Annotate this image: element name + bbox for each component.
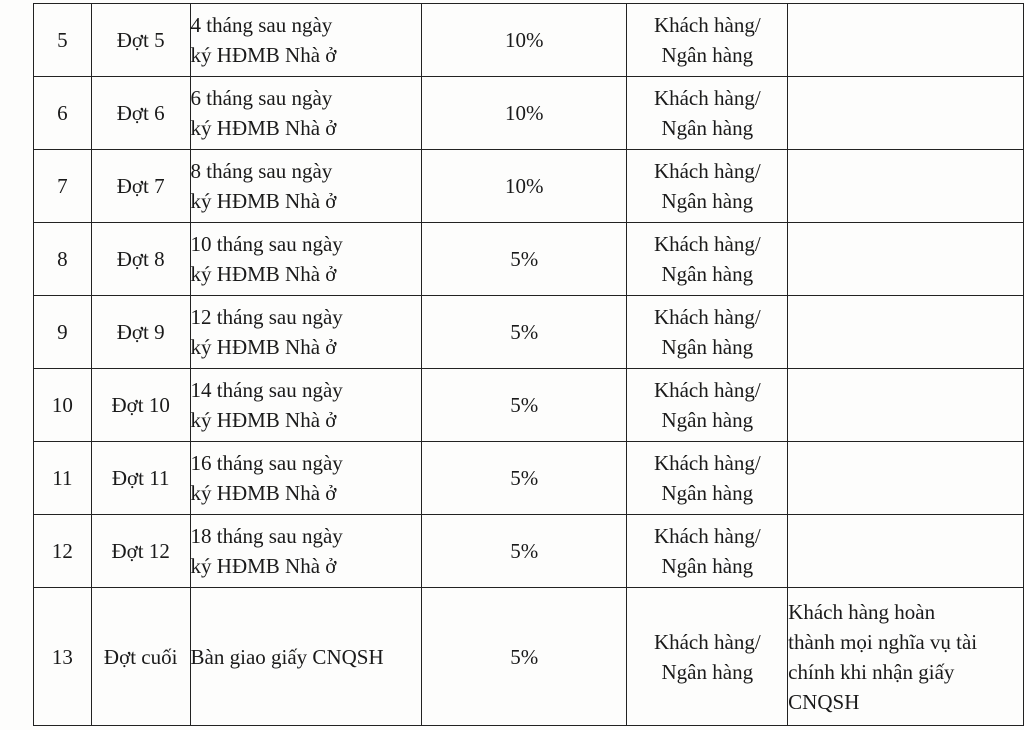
note xyxy=(788,588,1024,726)
payment-time-line: 16 tháng sau ngày xyxy=(190,451,343,475)
payer xyxy=(627,296,788,369)
table-row xyxy=(34,150,1024,223)
note xyxy=(788,77,1024,150)
table-row xyxy=(34,223,1024,296)
note xyxy=(788,369,1024,442)
payment-phase: Đợt 12 xyxy=(91,515,190,588)
table-row xyxy=(34,77,1024,150)
payer-line: Khách hàng/ xyxy=(653,524,761,548)
payer-line: Ngân hàng xyxy=(661,335,754,359)
payment-time-line: ký HĐMB Nhà ở xyxy=(190,116,337,140)
payer xyxy=(627,515,788,588)
payer-line: Khách hàng/ xyxy=(653,451,761,475)
table-row xyxy=(34,369,1024,442)
payer-line: Ngân hàng xyxy=(661,408,754,432)
payment-phase: Đợt cuối xyxy=(91,588,190,726)
row-number: 7 xyxy=(34,150,92,223)
payer xyxy=(627,150,788,223)
payment-phase: Đợt 9 xyxy=(91,296,190,369)
payment-time: Bàn giao giấy CNQSH xyxy=(190,588,422,726)
payment-percent: 5% xyxy=(422,442,627,515)
row-number: 5 xyxy=(34,4,92,77)
payer-line: Ngân hàng xyxy=(661,554,754,578)
row-number: 10 xyxy=(34,369,92,442)
row-number: 13 xyxy=(34,588,92,726)
payment-time xyxy=(190,4,422,77)
payer xyxy=(627,369,788,442)
payment-time-line: 10 tháng sau ngày xyxy=(190,232,343,256)
payer-line: Ngân hàng xyxy=(661,189,754,213)
payment-phase: Đợt 8 xyxy=(91,223,190,296)
payer-line: Ngân hàng xyxy=(661,262,754,286)
payment-time-line: ký HĐMB Nhà ở xyxy=(190,43,337,67)
payment-percent: 5% xyxy=(422,588,627,726)
payer xyxy=(627,4,788,77)
note xyxy=(788,515,1024,588)
note xyxy=(788,296,1024,369)
payer-line: Ngân hàng xyxy=(661,116,754,140)
note-line: chính khi nhận giấy xyxy=(788,659,955,684)
payment-time-line: 4 tháng sau ngày xyxy=(190,13,333,37)
payment-percent: 5% xyxy=(422,515,627,588)
note xyxy=(788,442,1024,515)
payment-time xyxy=(190,369,422,442)
payment-time-line: ký HĐMB Nhà ở xyxy=(190,408,337,432)
note-line: Khách hàng hoàn xyxy=(788,599,936,624)
row-number: 6 xyxy=(34,77,92,150)
payment-time xyxy=(190,442,422,515)
payment-percent: 10% xyxy=(422,150,627,223)
note xyxy=(788,4,1024,77)
payment-time-line: 8 tháng sau ngày xyxy=(190,159,333,183)
payer-line: Ngân hàng xyxy=(661,43,754,67)
table-row-final xyxy=(34,588,1024,726)
payer xyxy=(627,588,788,726)
payer xyxy=(627,223,788,296)
note xyxy=(788,223,1024,296)
payment-percent: 5% xyxy=(422,369,627,442)
payment-phase: Đợt 10 xyxy=(91,369,190,442)
payment-time-line: ký HĐMB Nhà ở xyxy=(190,189,337,213)
payment-phase: Đợt 11 xyxy=(91,442,190,515)
payer-line: Khách hàng/ xyxy=(653,13,761,37)
payment-time xyxy=(190,296,422,369)
table-row xyxy=(34,515,1024,588)
payment-time xyxy=(190,515,422,588)
note-line: CNQSH xyxy=(788,689,860,714)
payer-line: Khách hàng/ xyxy=(653,378,761,402)
payment-time xyxy=(190,77,422,150)
payer-line: Khách hàng/ xyxy=(653,305,761,329)
row-number: 11 xyxy=(34,442,92,515)
payer-line: Ngân hàng xyxy=(661,481,754,505)
row-number: 12 xyxy=(34,515,92,588)
payer xyxy=(627,442,788,515)
payment-time xyxy=(190,150,422,223)
payer xyxy=(627,77,788,150)
payment-time-line: 12 tháng sau ngày xyxy=(190,305,343,329)
payment-time-line: 14 tháng sau ngày xyxy=(190,378,343,402)
note xyxy=(788,150,1024,223)
payer-line: Khách hàng/ xyxy=(653,159,761,183)
payment-percent: 10% xyxy=(422,77,627,150)
note-line: thành mọi nghĩa vụ tài xyxy=(788,629,978,654)
payer-line: Khách hàng/ xyxy=(653,629,761,654)
payment-percent: 5% xyxy=(422,296,627,369)
payment-time-line: 18 tháng sau ngày xyxy=(190,524,343,548)
row-number: 8 xyxy=(34,223,92,296)
table-row xyxy=(34,296,1024,369)
row-number: 9 xyxy=(34,296,92,369)
payment-percent: 5% xyxy=(422,223,627,296)
payment-phase: Đợt 5 xyxy=(91,4,190,77)
payment-percent: 10% xyxy=(422,4,627,77)
payer-line: Khách hàng/ xyxy=(653,86,761,110)
payment-time-line: ký HĐMB Nhà ở xyxy=(190,554,337,578)
table-row xyxy=(34,4,1024,77)
payment-schedule-table xyxy=(33,3,1024,726)
payment-time xyxy=(190,223,422,296)
payment-time-line: 6 tháng sau ngày xyxy=(190,86,333,110)
payer-line: Ngân hàng xyxy=(661,659,754,684)
payment-time-line: ký HĐMB Nhà ở xyxy=(190,335,337,359)
payment-phase: Đợt 7 xyxy=(91,150,190,223)
table-row xyxy=(34,442,1024,515)
payment-phase: Đợt 6 xyxy=(91,77,190,150)
payment-time-line: ký HĐMB Nhà ở xyxy=(190,481,337,505)
payer-line: Khách hàng/ xyxy=(653,232,761,256)
payment-time-line: ký HĐMB Nhà ở xyxy=(190,262,337,286)
